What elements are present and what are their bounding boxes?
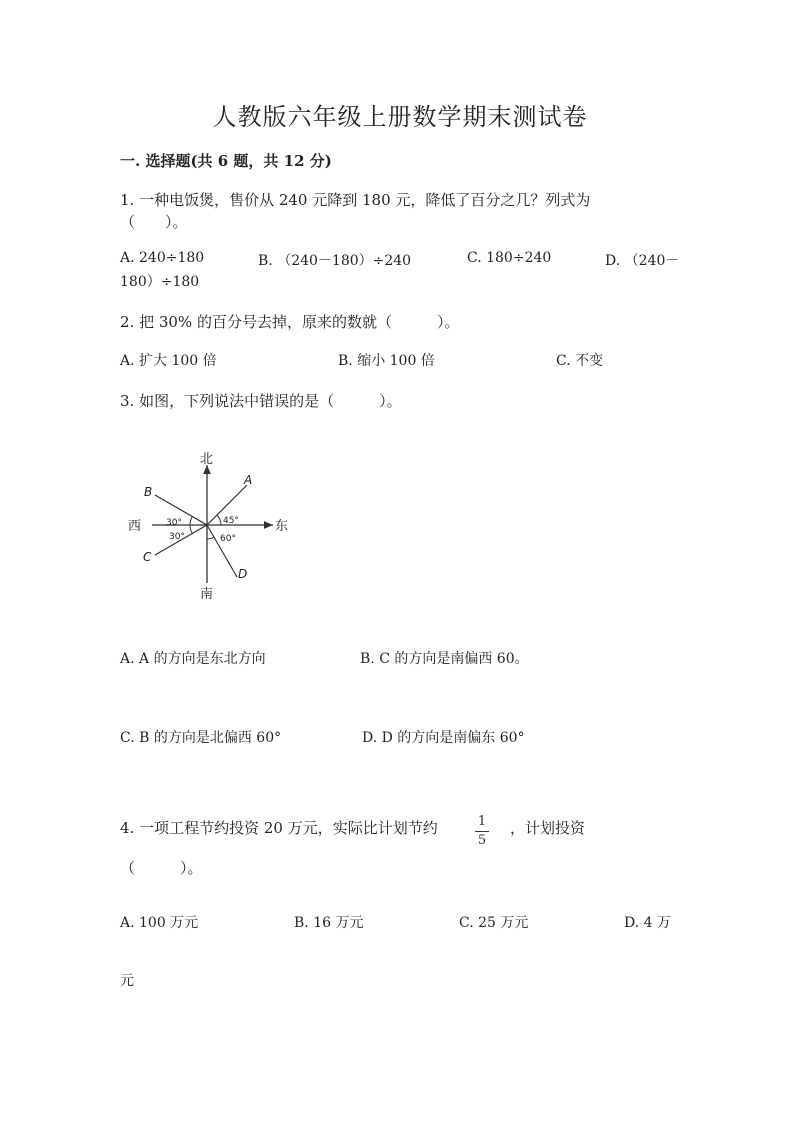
question-2-option-c: C. 不变 <box>556 353 604 369</box>
point-d-label: D <box>238 567 248 581</box>
north-label: 北 <box>200 452 214 467</box>
question-1-option-a: A. 240÷180 <box>120 250 205 266</box>
question-4-option-c: C. 25 万元 <box>459 915 529 931</box>
west-label: 西 <box>128 519 142 534</box>
question-2-option-b: B. 缩小 100 倍 <box>338 353 435 369</box>
angle-d-label: 60° <box>220 534 236 544</box>
section-heading: 一. 选择题(共 6 题，共 12 分) <box>120 152 332 170</box>
fraction-one-fifth <box>472 814 492 849</box>
angle-arc-b <box>190 517 192 526</box>
question-4-blank: （ ）。 <box>120 859 203 877</box>
question-1-text: 1. 一种电饭煲，售价从 240 元降到 180 元，降低了百分之几？列式为 <box>120 191 591 209</box>
angle-arc-a <box>217 515 221 525</box>
angle-arc-c <box>190 525 192 534</box>
question-4-option-a: A. 100 万元 <box>120 915 199 931</box>
question-3-text: 3. 如图，下列说法中错误的是（ ）。 <box>120 392 402 410</box>
page-title: 人教版六年级上册数学期末测试卷 <box>212 103 588 131</box>
angle-a-label: 45° <box>223 516 239 526</box>
point-b-label: B <box>144 485 153 499</box>
question-3-option-d: D. D 的方向是南偏东 60° <box>362 730 525 746</box>
question-2-text: 2. 把 30% 的百分号去掉，原来的数就（ ）。 <box>120 313 460 331</box>
question-4-text-continued: ，计划投资 <box>510 819 586 837</box>
question-4-option-d: D. 4 万 <box>624 915 671 931</box>
point-c-label: C <box>143 550 152 564</box>
question-3-option-c: C. B 的方向是北偏西 60° <box>120 730 282 746</box>
fraction-denominator: 5 <box>477 833 487 848</box>
fraction-numerator: 1 <box>477 814 487 829</box>
angle-c-label: 30° <box>169 532 185 542</box>
south-label: 南 <box>200 587 214 602</box>
question-1-option-c: C. 180÷240 <box>467 250 552 266</box>
question-2-option-a: A. 扩大 100 倍 <box>120 353 217 369</box>
question-1-option-d: D. （240－ <box>605 253 680 269</box>
question-4-option-b: B. 16 万元 <box>294 915 364 931</box>
question-1-blank: （ ）。 <box>120 213 188 231</box>
point-a-label: A <box>244 473 253 487</box>
question-3-option-a: A. A 的方向是东北方向 <box>120 651 266 667</box>
compass-direction-figure <box>120 445 300 605</box>
question-3-option-b: B. C 的方向是南偏西 60。 <box>360 651 529 667</box>
question-1-option-d-continued: 180）÷180 <box>120 274 200 290</box>
question-4-option-d-continued: 元 <box>120 973 134 989</box>
angle-b-label: 30° <box>166 518 182 528</box>
angle-arc-d <box>207 537 214 539</box>
question-1-option-b: B. （240－180）÷240 <box>258 253 412 269</box>
east-label: 东 <box>275 519 289 534</box>
question-4-text: 4. 一项工程节约投资 20 万元，实际比计划节约 <box>120 819 438 837</box>
ray-d <box>207 525 237 577</box>
fraction-bar <box>475 831 489 832</box>
